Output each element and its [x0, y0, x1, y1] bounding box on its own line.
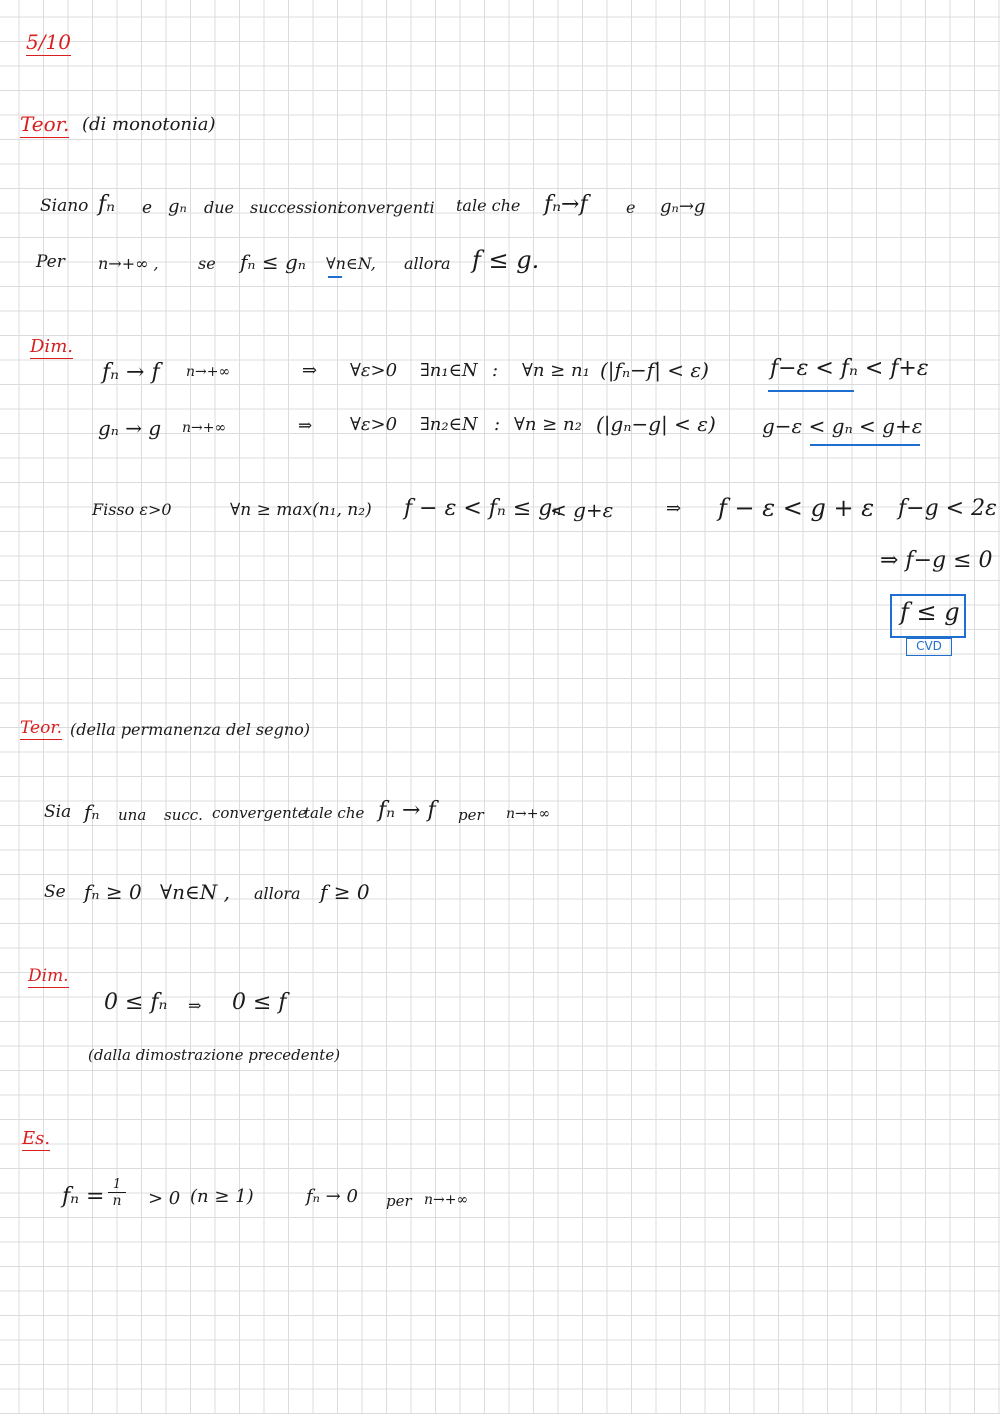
math-expression: fₙ → 0	[306, 1186, 358, 1207]
math-expression: f ≤ g.	[472, 246, 540, 274]
implies-symbol: ⇒	[188, 996, 202, 1015]
math-expression: fₙ =	[62, 1184, 105, 1209]
math-expression: ∀n∈N,	[326, 254, 376, 273]
fraction	[108, 1178, 126, 1209]
math-expression: ∀n ≥ max(n₁, n₂)	[230, 500, 372, 520]
math-expression: n→+∞	[424, 1192, 469, 1208]
math-expression: ∀n∈N ,	[160, 880, 230, 904]
underline-mark	[328, 276, 342, 278]
proof-label: Dim.	[28, 966, 69, 986]
math-expression: 0 ≤ f	[232, 990, 287, 1015]
text-word: per	[458, 806, 484, 824]
underline-mark	[810, 444, 920, 446]
text-word: una	[118, 806, 147, 824]
theorem-name: (della permanenza del segno)	[70, 720, 311, 739]
math-expression: f−ε < fₙ < f+ε	[770, 356, 929, 381]
math-expression: ∀ε>0	[350, 414, 398, 435]
math-expression: fₙ → f	[102, 360, 160, 385]
text-word: se	[198, 254, 216, 273]
math-expression: n→+∞	[506, 806, 551, 822]
math-expression: ∃n₂∈N	[420, 414, 478, 435]
math-expression: fₙ ≥ 0	[84, 880, 142, 904]
math-expression: fₙ→f	[544, 192, 588, 217]
text-word: succ.	[164, 806, 203, 824]
text-word: Per	[36, 252, 65, 272]
text-word: allora	[404, 254, 451, 273]
underline-mark	[768, 390, 854, 392]
math-expression: fₙ	[84, 800, 100, 824]
text-word: tale che	[456, 196, 521, 215]
text-word: tale che	[304, 804, 365, 822]
proof-label: Dim.	[30, 336, 73, 357]
math-expression: 0 ≤ fₙ	[104, 990, 168, 1015]
math-expression: (|gₙ−g| < ε)	[596, 412, 716, 436]
math-expression: > 0	[148, 1188, 181, 1209]
implies-symbol: ⇒	[298, 416, 313, 436]
math-expression: g−ε < gₙ < g+ε	[762, 414, 923, 438]
text-word: Sia	[44, 802, 72, 822]
math-expression: :	[492, 360, 499, 381]
math-expression: ∃n₁∈N	[420, 360, 478, 381]
math-expression: f − ε < fₙ ≤ gₙ	[404, 496, 562, 521]
implies-symbol: ⇒	[302, 360, 318, 381]
text-word: Fisso ε>0	[92, 500, 172, 519]
math-expression: f ≤ g	[900, 598, 960, 626]
math-expression: gₙ	[168, 196, 187, 217]
math-expression: f−g < 2ε	[898, 496, 997, 521]
example-label: Es.	[22, 1128, 51, 1149]
text-word: e	[626, 198, 636, 217]
math-expression: n→+∞ ,	[98, 254, 159, 273]
math-expression: fₙ	[98, 192, 116, 217]
text-word: convergente	[212, 804, 307, 822]
theorem-label: Teor.	[20, 112, 70, 136]
math-expression: fₙ → f	[378, 798, 436, 823]
note-text: (dalla dimostrazione precedente)	[88, 1046, 341, 1064]
text-word: convergenti	[338, 198, 435, 217]
cvd-badge: CVD	[906, 638, 952, 656]
math-expression: f − ε < g + ε	[718, 494, 875, 522]
math-expression: fₙ ≤ gₙ	[240, 250, 306, 274]
math-expression: gₙ→g	[660, 196, 706, 217]
text-word: due	[204, 198, 235, 217]
math-expression: ∀ε>0	[350, 360, 398, 381]
text-word: successioni	[250, 198, 343, 217]
math-expression: ⇒ f−g ≤ 0	[880, 548, 993, 573]
math-expression: :	[494, 414, 501, 435]
math-expression: < g+ε	[550, 498, 614, 522]
math-expression: gₙ → g	[98, 416, 162, 440]
fraction-numerator: 1	[108, 1178, 126, 1193]
math-expression: n→+∞	[182, 420, 227, 436]
theorem-label: Teor.	[20, 718, 62, 738]
math-expression: ∀n ≥ n₂	[514, 414, 582, 435]
math-expression: f ≥ 0	[320, 880, 370, 904]
date: 5/10	[26, 30, 71, 54]
text-word: e	[142, 198, 153, 218]
implies-symbol: ⇒	[666, 498, 682, 519]
text-word: Siano	[40, 196, 89, 216]
math-expression: ∀n ≥ n₁	[522, 360, 590, 381]
text-word: Se	[44, 882, 66, 902]
text-word: allora	[254, 884, 301, 903]
math-expression: (n ≥ 1)	[190, 1186, 254, 1207]
fraction-denominator: n	[112, 1193, 122, 1209]
math-expression: n→+∞	[186, 364, 231, 380]
text-word: per	[386, 1192, 412, 1210]
math-expression: (|fₙ−f| < ε)	[600, 358, 709, 382]
theorem-name: (di monotonia)	[82, 114, 216, 135]
